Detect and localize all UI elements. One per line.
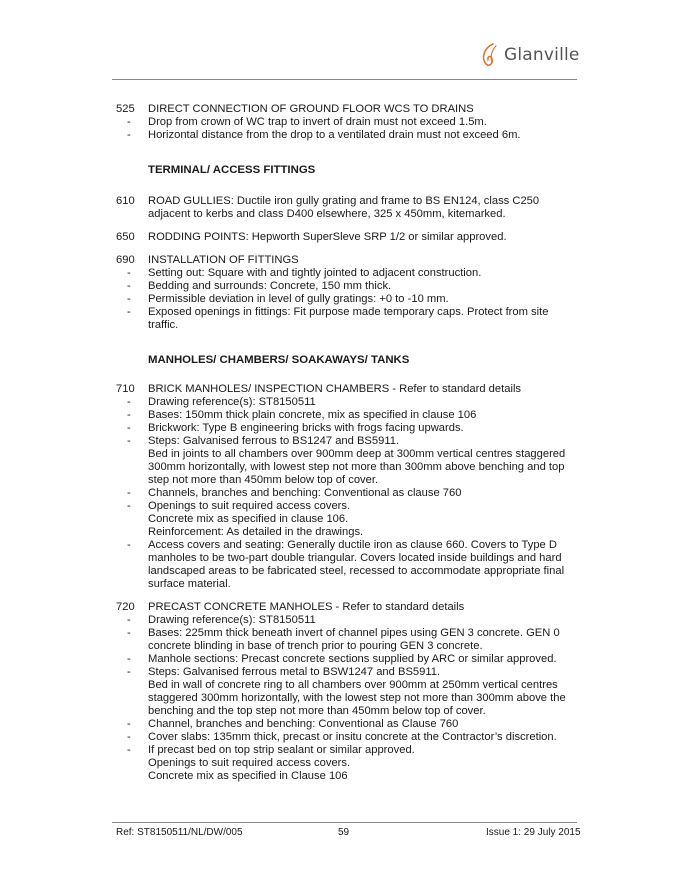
clause-line: ROAD GULLIES: Ductile iron gully grating and frame to BS EN124, class C250 xyxy=(148,195,540,207)
clause-title: PRECAST CONCRETE MANHOLES - Refer to standard details xyxy=(148,601,465,613)
section-heading-manholes: MANHOLES/ CHAMBERS/ SOAKAWAYS/ TANKS xyxy=(148,354,410,366)
bullet-dash: - xyxy=(127,744,131,756)
bullet-line: traffic. xyxy=(148,319,179,331)
bullet-line: Channel, branches and benching: Conventional as Clause 760 xyxy=(148,718,459,730)
bullet-item xyxy=(127,129,680,142)
company-logo xyxy=(478,40,580,70)
bullet-dash: - xyxy=(127,500,131,512)
bullet-line: Setting out: Square with and tightly jointed to adjacent construction. xyxy=(148,267,482,279)
clause-610 xyxy=(0,195,680,221)
footer-reference: Ref: ST8150511/NL/DW/005 xyxy=(116,827,243,838)
bullet-dash: - xyxy=(127,422,131,434)
bullet-dash: - xyxy=(127,267,131,279)
clauses-section-b xyxy=(0,195,680,332)
bullet-dash: - xyxy=(127,718,131,730)
section-heading-terminal-fittings: TERMINAL/ ACCESS FITTINGS xyxy=(148,164,316,176)
bullet-line: Access covers and seating: Generally ductile iron as clause 660. Covers to Type D xyxy=(148,539,557,551)
bullet-dash: - xyxy=(127,409,131,421)
clause-line: adjacent to kerbs and class D400 elsewhere, 325 x 450mm, kitemarked. xyxy=(148,208,506,220)
clause-title: BRICK MANHOLES/ INSPECTION CHAMBERS - Refer to standard details xyxy=(148,383,522,395)
bullet-item xyxy=(127,500,680,539)
clause-number: 525 xyxy=(116,103,135,115)
document-body xyxy=(0,103,680,793)
bullet-line: Steps: Galvanised ferrous to BS1247 and BS5911. xyxy=(148,435,400,447)
clause-line: RODDING POINTS: Hepworth SuperSleve SRP 1/2 or similar approved. xyxy=(148,231,507,243)
bullet-item xyxy=(127,293,680,306)
bullet-line: Brickwork: Type B engineering bricks with frogs facing upwards. xyxy=(148,422,464,434)
bullet-line: landscaped areas to be fabricated steel, recessed to accommodate appropriate final xyxy=(148,565,565,577)
logo-text: Glanville xyxy=(504,45,580,65)
bullet-line: step not more than 450mm below top of cover. xyxy=(148,474,379,486)
bullet-item xyxy=(127,539,680,591)
bullet-item xyxy=(127,280,680,293)
bullet-item xyxy=(127,653,680,666)
bullet-item xyxy=(127,422,680,435)
bullet-line: Manhole sections: Precast concrete sections supplied by ARC or similar approved. xyxy=(148,653,557,665)
bullet-item xyxy=(127,718,680,731)
clause-number: 650 xyxy=(116,231,135,243)
bullet-dash: - xyxy=(127,653,131,665)
clause-title: INSTALLATION OF FITTINGS xyxy=(148,254,299,266)
clause-title: DIRECT CONNECTION OF GROUND FLOOR WCS TO DRAINS xyxy=(148,103,474,115)
bullet-line: Bed in wall of concrete ring to all chambers over 900mm at 250mm vertical centres xyxy=(148,679,558,691)
bullet-dash: - xyxy=(127,280,131,292)
bullet-line: concrete blinding in base of trench prior to pouring GEN 3 concrete. xyxy=(148,640,483,652)
bullet-dash: - xyxy=(127,666,131,678)
footer-rule xyxy=(112,822,577,823)
bullet-dash: - xyxy=(127,614,131,626)
bullet-line: surface material. xyxy=(148,578,231,590)
clause-text xyxy=(148,231,680,244)
bullet-line: Concrete mix as specified in clause 106. xyxy=(148,513,349,525)
bullet-item xyxy=(127,435,680,487)
clause-number: 720 xyxy=(116,601,135,613)
clauses-section-c xyxy=(0,383,680,783)
bullet-line: benching and the top step not more than 450mm below top of cover. xyxy=(148,705,486,717)
bullet-item xyxy=(127,267,680,280)
bullet-dash: - xyxy=(127,731,131,743)
bullet-line: staggered 300mm horizontally, with the lowest step not more than 300mm above the xyxy=(148,692,566,704)
bullet-item xyxy=(127,306,680,332)
footer-page-number: 59 xyxy=(338,827,350,838)
clause-525 xyxy=(0,103,680,142)
bullet-item xyxy=(127,487,680,500)
bullet-item xyxy=(127,627,680,653)
bullet-item xyxy=(127,666,680,718)
bullet-line: Reinforcement: As detailed in the drawings. xyxy=(148,526,364,538)
bullet-line: If precast bed on top strip sealant or similar approved. xyxy=(148,744,415,756)
bullet-line: Bases: 150mm thick plain concrete, mix as specified in clause 106 xyxy=(148,409,477,421)
bullet-dash: - xyxy=(127,435,131,447)
clause-650 xyxy=(0,231,680,244)
bullet-line: Openings to suit required access covers. xyxy=(148,757,351,769)
bullet-item xyxy=(127,731,680,744)
footer-issue-date: Issue 1: 29 July 2015 xyxy=(486,827,581,838)
bullet-line: Bases: 225mm thick beneath invert of channel pipes using GEN 3 concrete. GEN 0 xyxy=(148,627,560,639)
bullet-dash: - xyxy=(127,396,131,408)
bullet-line: Steps: Galvanised ferrous metal to BSW1247 and BS5911. xyxy=(148,666,441,678)
clauses-section-a xyxy=(0,103,680,142)
clause-690 xyxy=(0,254,680,332)
bullet-dash: - xyxy=(127,116,131,128)
clause-number: 690 xyxy=(116,254,135,266)
bullet-line: Openings to suit required access covers. xyxy=(148,500,351,512)
bullet-item xyxy=(127,409,680,422)
bullet-line: Bedding and surrounds: Concrete, 150 mm thick. xyxy=(148,280,392,292)
bullet-line: manholes to be two-part double triangular. Covers located inside buildings and hard xyxy=(148,552,562,564)
bullet-dash: - xyxy=(127,129,131,141)
bullet-line: Drawing reference(s): ST8150511 xyxy=(148,614,316,626)
bullet-line: Drop from crown of WC trap to invert of drain must not exceed 1.5m. xyxy=(148,116,487,128)
clause-number: 710 xyxy=(116,383,135,395)
bullet-line: Concrete mix as specified in Clause 106 xyxy=(148,770,348,782)
bullet-item xyxy=(127,116,680,129)
bullet-dash: - xyxy=(127,293,131,305)
clause-720 xyxy=(0,601,680,783)
clause-710 xyxy=(0,383,680,591)
header-rule xyxy=(112,79,577,80)
bullet-item xyxy=(127,396,680,409)
bullet-line: Channels, branches and benching: Conventional as clause 760 xyxy=(148,487,462,499)
bullet-dash: - xyxy=(127,539,131,551)
bullet-line: Drawing reference(s): ST8150511 xyxy=(148,396,316,408)
bullet-line: Cover slabs: 135mm thick, precast or insitu concrete at the Contractor’s discretion. xyxy=(148,731,557,743)
glanville-swirl-icon xyxy=(478,40,502,70)
bullet-item xyxy=(127,744,680,783)
bullet-item xyxy=(127,614,680,627)
bullet-dash: - xyxy=(127,627,131,639)
bullet-line: Bed in joints to all chambers over 900mm deep at 300mm vertical centres staggered xyxy=(148,448,566,460)
clause-text xyxy=(148,195,680,221)
bullet-line: Exposed openings in fittings: Fit purpose made temporary caps. Protect from site xyxy=(148,306,549,318)
bullet-dash: - xyxy=(127,487,131,499)
clause-number: 610 xyxy=(116,195,135,207)
bullet-line: Permissible deviation in level of gully gratings: +0 to -10 mm. xyxy=(148,293,449,305)
bullet-line: 300mm horizontally, with lowest step not more than 300mm above benching and top xyxy=(148,461,565,473)
bullet-dash: - xyxy=(127,306,131,318)
bullet-line: Horizontal distance from the drop to a ventilated drain must not exceed 6m. xyxy=(148,129,521,141)
